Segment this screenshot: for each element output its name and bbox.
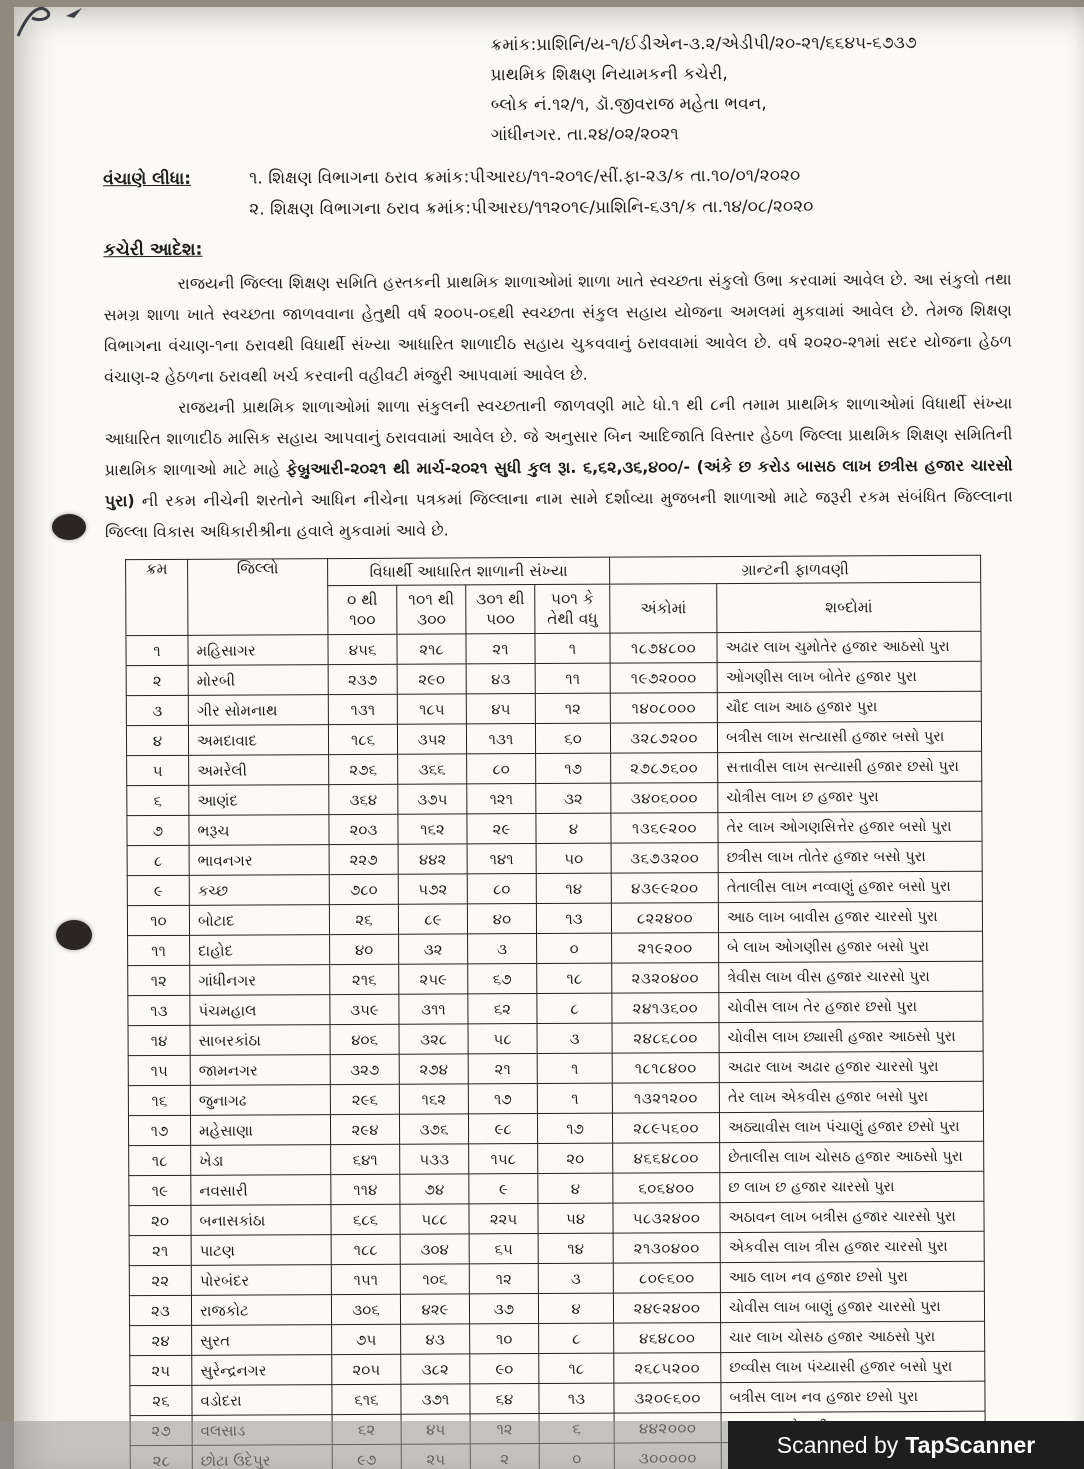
office-address: બ્લોક નં.૧૨/૧, ડૉ.જીવરાજ મહેતા ભવન,	[490, 93, 767, 116]
table-cell: ૮૦૯૬૦૦	[613, 1263, 720, 1294]
table-cell: ૫૮૩૨૪૦૦	[613, 1203, 720, 1234]
col-header-101-to-300: ૧૦૧ થી ૩૦૦	[397, 585, 466, 634]
references-list	[249, 161, 813, 226]
table-cell: બનાસકાંઠા	[191, 1205, 331, 1236]
table-cell: આઠ લાખ નવ હજાર છસો પુરા	[720, 1261, 984, 1292]
table-cell: ૩૬૬	[398, 754, 467, 784]
table-row	[126, 691, 981, 725]
table-cell: ૬૦૬૪૦૦	[613, 1173, 720, 1204]
table-cell: ૩૭	[469, 1294, 538, 1324]
office-name: પ્રાથમિક શિક્ષણ નિયામકની કચેરી,	[490, 64, 728, 86]
table-cell: ચોવીસ લાખ તેર હજાર છસો પુરા	[719, 991, 983, 1022]
table-cell: ૩	[538, 1263, 613, 1293]
table-cell: ૨	[126, 665, 188, 695]
table-cell: ૧૨	[128, 965, 190, 995]
table-cell: ૦	[537, 933, 612, 963]
table-cell: ૨૮૯૫૬૦૦	[613, 1113, 720, 1144]
table-cell: ૩૧૧	[399, 994, 468, 1024]
table-cell: બોટાદ	[189, 905, 329, 936]
table-row	[128, 1021, 983, 1055]
table-cell: પંચમહાલ	[190, 995, 330, 1026]
table-row	[128, 961, 983, 995]
table-cell: ૪	[536, 813, 611, 843]
col-header-in-figures: અંકોમાં	[610, 584, 717, 634]
table-cell: ૭૪	[400, 1174, 469, 1204]
references-section	[103, 160, 1011, 227]
table-cell: ૬	[127, 785, 189, 815]
table-cell: ૨૨૭	[329, 844, 398, 874]
table-cell: છેતાલીસ લાખ ચોસઠ હજાર આઠસો પુરા	[720, 1141, 984, 1172]
table-cell: ૬૧૬	[332, 1384, 401, 1414]
table-cell: સુરત	[192, 1325, 332, 1356]
col-header-in-words: શબ્દોમાં	[717, 582, 981, 632]
table-cell: ૫૦	[536, 843, 611, 873]
table-cell: ૨૪	[130, 1325, 192, 1355]
table-cell: ૫	[127, 755, 189, 785]
table-cell: ૨૪૯૨૪૦૦	[613, 1293, 720, 1324]
table-row	[126, 721, 981, 755]
table-cell: ૧૭	[537, 1113, 612, 1143]
table-cell: ૪૦૬	[330, 1024, 399, 1054]
table-cell: ૧૮૮	[331, 1234, 400, 1264]
grant-amount-figures: ફેબ્રુઆરી-૨૦૨૧ થી માર્ચ-૨૦૨૧ સુધી કુલ રૂા. ૬,૬૨,૩૬,૪૦૦/-	[286, 457, 690, 479]
table-cell: ૧૪૧	[467, 844, 536, 874]
table-row	[126, 631, 981, 665]
table-cell: ૬૫	[469, 1234, 538, 1264]
table-cell: ૭૮૦	[329, 874, 398, 904]
table-cell: ૩૨૮૭૨૦૦	[610, 723, 717, 754]
table-row	[127, 841, 982, 875]
table-cell: ૯૮	[468, 1114, 537, 1144]
table-cell: ૧૮૬	[328, 724, 397, 754]
table-cell: ૭	[127, 815, 189, 845]
table-cell: ૬૦	[535, 723, 610, 753]
table-cell: ૧૮૧૮૪૦૦	[612, 1053, 719, 1084]
table-cell: ૧૪	[538, 1233, 613, 1263]
table-cell: ૬૪	[470, 1384, 539, 1414]
table-cell: ૩૪૦૬૦૦૦	[611, 783, 718, 814]
paragraph-text: રાજયની પ્રાથમિક શાળાઓમાં શાળા સંકુલની સ્વચ્છતાની જાળવણી માટે ધો.૧ થી ૮ની તમામ પ્રાથમિક શાળાઓમાં વિધાર્થી સંખ્યા આધારિત શાળાદીઠ માસિક સહાય આપવાનું ઠરાવવામાં આવેલ છે. જે અનુસાર બિન આદિજાતિ વિસ્તાર હેઠળ જિલ્લા પ્રાથમિક શિક્ષણ સમિતિની પ્રાથમિક શાળાઓ માટે માહે	[104, 393, 1013, 480]
table-cell: ૪૨૯	[400, 1294, 469, 1324]
table-cell: ૧૮	[129, 1145, 191, 1175]
hole-punch-mark	[56, 920, 92, 950]
table-cell: ૨૭૮૭૬૦૦	[611, 753, 718, 784]
table-cell: જુનાગઢ	[190, 1085, 330, 1116]
table-cell: ૩	[468, 934, 537, 964]
table-cell: ૪૦	[330, 934, 399, 964]
table-row	[127, 811, 982, 845]
reference-number: ક્રમાંક:પ્રાશિનિ/ય-૧/ઈડીએન-૩.૨/એડીપી/૨૦-૨૧/૬૬૪૫-૬૭૩૭	[490, 33, 917, 56]
table-cell: અઢાર લાખ ચુમોતેર હજાર આઠસો પુરા	[717, 631, 981, 662]
table-cell: ૧૪૦૮૦૦૦	[610, 693, 717, 724]
table-cell: ૫૭૨	[398, 874, 467, 904]
table-cell: ૨૦	[538, 1143, 613, 1173]
table-cell: ૧૦	[127, 905, 189, 935]
table-cell: ૫૩૩	[400, 1144, 469, 1174]
table-cell: ૧૩	[536, 903, 611, 933]
table-cell: ચોવીસ લાખ બાણું હજાર ચારસો પુરા	[720, 1291, 984, 1322]
table-cell: ૨૦૩	[329, 814, 398, 844]
table-cell: ચોત્રીસ લાખ છ હજાર પુરા	[718, 781, 982, 812]
table-cell: આઠ લાખ બાવીસ હજાર ચારસો પુરા	[718, 901, 982, 932]
table-row	[130, 1321, 985, 1355]
table-cell: ૨૬	[329, 904, 398, 934]
table-cell: ૪	[538, 1293, 613, 1323]
table-cell: ૧	[126, 635, 188, 665]
table-cell: ૫૪	[538, 1203, 613, 1233]
table-row	[127, 901, 982, 935]
table-cell: ૧૮૫	[397, 694, 466, 724]
table-cell: ૫૮	[468, 1024, 537, 1054]
table-cell: ૨૩	[129, 1295, 191, 1325]
watermark-brand: TapScanner	[905, 1431, 1036, 1458]
table-cell: ૨૯	[467, 814, 536, 844]
table-row	[129, 1291, 984, 1325]
table-cell: ૬૨	[468, 994, 537, 1024]
table-cell: ૧૯૭૨૦૦૦	[610, 663, 717, 694]
table-cell: ૨૧૯૨૦૦	[612, 933, 719, 964]
table-cell: ૪૩	[466, 664, 535, 694]
table-row	[128, 931, 983, 965]
col-header-serial: ક્રમ	[126, 559, 188, 635]
table-row	[130, 1381, 985, 1415]
col-header-501-plus: ૫૦૧ કે તેથી વધુ	[535, 584, 610, 633]
table-cell: ૧૩	[539, 1383, 614, 1413]
table-cell: દાહોદ	[190, 935, 330, 966]
table-cell: ૯	[469, 1174, 538, 1204]
table-cell: ૨૭૬	[329, 754, 398, 784]
table-cell: નવસારી	[191, 1175, 331, 1206]
table-cell: મોરબી	[188, 665, 328, 696]
table-cell: જામનગર	[190, 1055, 330, 1086]
table-cell: ૧૦	[470, 1324, 539, 1354]
table-cell: ૩૫૨	[397, 724, 466, 754]
table-cell: ૨૯૦	[397, 664, 466, 694]
tapscanner-watermark	[728, 1421, 1084, 1469]
table-cell: ૨૩૨૦૪૦૦	[612, 963, 719, 994]
table-cell: ૨૯૬	[330, 1084, 399, 1114]
table-row	[129, 1171, 984, 1205]
table-cell: ૮૦	[467, 754, 536, 784]
table-row	[128, 991, 983, 1025]
table-cell: સત્તાવીસ લાખ સત્યાસી હજાર છસો પુરા	[718, 751, 982, 782]
table-cell: ૨૩૭	[328, 664, 397, 694]
table-row	[127, 781, 982, 815]
table-cell: પાટણ	[191, 1235, 331, 1266]
table-cell: ૨૧૮	[397, 634, 466, 664]
table-cell: ૧૩૧	[466, 724, 535, 754]
col-group-grant-allocation: ગ્રાન્ટની ફાળવણી	[610, 555, 981, 584]
table-cell: ૨૪૧૩૬૦૦	[612, 993, 719, 1024]
table-cell: ઓગણીસ લાખ બોતેર હજાર પુરા	[717, 661, 981, 692]
table-cell: ભાવનગર	[189, 845, 329, 876]
table-cell: ૧૧૪	[331, 1174, 400, 1204]
table-cell: ૩૫૯	[330, 994, 399, 1024]
table-cell: અઠ્યાવીસ લાખ પંચાણું હજાર છસો પુરા	[720, 1111, 984, 1142]
letter-header	[490, 28, 1011, 151]
table-cell: ૧૮	[539, 1353, 614, 1383]
table-row	[129, 1231, 984, 1265]
table-cell: ૩	[537, 1023, 612, 1053]
table-cell: ૨૬૮૫૨૦૦	[614, 1353, 721, 1384]
table-cell: ૨૧૬	[330, 964, 399, 994]
table-cell: ૪૩૯૯૨૦૦	[611, 873, 718, 904]
col-header-301-to-500: ૩૦૧ થી ૫૦૦	[466, 585, 535, 634]
table-cell: ચાર લાખ ચોસઠ હજાર આઠસો પુરા	[721, 1321, 985, 1352]
col-header-0-to-100: ૦ થી ૧૦૦	[328, 585, 397, 634]
table-cell: ૨૯૪	[330, 1114, 399, 1144]
table-cell: છત્રીસ લાખ તોતેર હજાર બસો પુરા	[718, 841, 982, 872]
table-row	[127, 871, 982, 905]
table-cell: ૩૨	[536, 783, 611, 813]
table-cell: ૧૬	[128, 1085, 190, 1115]
table-cell: અમદાવાદ	[188, 725, 328, 756]
table-row	[130, 1351, 985, 1385]
table-cell: ત્રેવીસ લાખ વીસ હજાર ચારસો પુરા	[719, 961, 983, 992]
table-header	[126, 555, 981, 635]
reference-item: ૧. શિક્ષણ વિભાગના ઠરાવ ક્રમાંક:પીઆરઇ/૧૧-૨૦૧૯/સીં.ફા-૨૩/ક તા.૧૦/૦૧/૨૦૨૦	[249, 165, 801, 189]
table-cell: ૧૨	[469, 1264, 538, 1294]
place-and-date: ગાંધીનગર. તા.૨૪/૦૨/૨૦૨૧	[490, 124, 679, 146]
table-cell: મહિસાગર	[188, 635, 328, 666]
table-cell: ૩૮૨	[401, 1354, 470, 1384]
table-cell: ૧	[535, 633, 610, 663]
table-cell: ૯૦	[470, 1354, 539, 1384]
table-cell: ૧૮૭૪૮૦૦	[610, 633, 717, 664]
table-cell: ૨૨	[129, 1265, 191, 1295]
table-cell: ૮૨૨૪૦૦	[611, 903, 718, 934]
table-cell: છવ્વીસ લાખ પંચ્યાસી હજાર બસો પુરા	[721, 1351, 985, 1382]
table-cell: ૧૨૧	[467, 784, 536, 814]
table-cell: ૧૩૧	[328, 694, 397, 724]
table-cell: ૪૫૬	[328, 634, 397, 664]
table-cell: બત્રીસ લાખ નવ હજાર છસો પુરા	[721, 1381, 985, 1412]
tapscanner-watermark-bar	[0, 1421, 1084, 1469]
table-body	[126, 631, 985, 1469]
table-cell: ૨૬	[130, 1385, 192, 1415]
table-cell: ૩૭૫	[398, 784, 467, 814]
table-cell: ૪૩	[401, 1324, 470, 1354]
hole-punch-mark	[52, 514, 86, 540]
table-cell: ૩૬૭૩૨૦૦	[611, 843, 718, 874]
table-cell: અઢાર લાખ અઢાર હજાર ચારસો પુરા	[719, 1051, 983, 1082]
table-cell: ૧૬૨	[398, 814, 467, 844]
table-cell: છ લાખ છ હજાર ચારસો પુરા	[720, 1171, 984, 1202]
table-cell: ૧૪	[536, 873, 611, 903]
table-cell: એકવીસ લાખ ત્રીસ હજાર ચારસો પુરા	[720, 1231, 984, 1262]
table-cell: વડોદરા	[192, 1385, 332, 1416]
order-paragraph-2	[104, 388, 1013, 548]
table-cell: ૩૭૬	[399, 1114, 468, 1144]
table-cell: ૨૧૩૦૪૦૦	[613, 1233, 720, 1264]
table-cell: ૨૪૮૬૮૦૦	[612, 1023, 719, 1054]
table-cell: ૩૨૮	[399, 1024, 468, 1054]
table-cell: ૮	[127, 845, 189, 875]
table-cell: ૮૦	[467, 874, 536, 904]
table-cell: પોરબંદર	[191, 1265, 331, 1296]
order-paragraph-1: રાજયની જિલ્લા શિક્ષણ સમિતિ હસ્તકની પ્રાથમિક શાળાઓમાં શાળા ખાતે સ્વચ્છતા સંકુલો ઉભા કરવામાં આવેલ છે. આ સંકુલો તથા સમગ્ર શાળા ખાતે સ્વચ્છતા જાળવવાના હેતુથી વર્ષ ૨૦૦૫-૦૬થી સ્વચ્છતા સંકુલ સહાય યોજના અમલમાં મુકવામાં આવેલ છે. તેમજ શિક્ષણ વિભાગના વંચાણ-૧ના ઠરાવથી વિધાર્થી સંખ્યા આધારિત શાળાદીઠ સહાય ચુકવવાનું ઠરાવવામાં આવેલ છે. વર્ષ ૨૦૨૦-૨૧માં સદર યોજના હેઠળ વંચાણ-૨ હેઠળના ઠરાવથી ખર્ચ કરવાની વહીવટી મંજુરી આપવામાં આવેલ છે.	[103, 269, 1012, 387]
table-cell: ૧	[537, 1053, 612, 1083]
table-cell: ૮૯	[398, 904, 467, 934]
table-cell: ૧૩	[128, 995, 190, 1025]
table-cell: ખેડા	[191, 1145, 331, 1176]
table-cell: ૧૧	[535, 663, 610, 693]
table-cell: ૧૭	[468, 1084, 537, 1114]
table-cell: ૨૧	[129, 1235, 191, 1265]
table-cell: ૪	[126, 725, 188, 755]
table-cell: તેર લાખ એકવીસ હજાર બસો પુરા	[719, 1081, 983, 1112]
table-cell: ૭૫	[332, 1324, 401, 1354]
table-cell: ૨૦૫	[332, 1354, 401, 1384]
table-row	[128, 1111, 983, 1145]
table-cell: ૩૭૧	[401, 1384, 470, 1414]
col-group-school-count: વિધાર્થી આધારિત શાળાની સંખ્યા	[328, 557, 610, 585]
grant-amount-words: (અંકે છ કરોડ બાસઠ લાખ છત્રીસ હજાર ચારસો પુરા)	[104, 455, 1013, 511]
table-cell: ૪૬૪૮૦૦	[614, 1323, 721, 1354]
table-cell: ભરૂચ	[189, 815, 329, 846]
table-cell: મહેસાણા	[190, 1115, 330, 1146]
table-cell: ૧૮	[537, 963, 612, 993]
table-cell: ૧૦૬	[400, 1264, 469, 1294]
references-label: વંચાણે લીધા:	[103, 168, 192, 190]
table-cell: બે લાખ ઓગણીસ હજાર બસો પુરા	[719, 931, 983, 962]
table-cell: ૨૧	[468, 1054, 537, 1084]
table-row	[129, 1201, 984, 1235]
table-cell: આણંદ	[189, 785, 329, 816]
table-cell: ગાંધીનગર	[190, 965, 330, 996]
table-cell: ૨૫	[130, 1355, 192, 1385]
table-cell: ૨૧	[466, 634, 535, 664]
table-cell: રાજકોટ	[191, 1295, 331, 1326]
table-cell: ૪૬૬૪૮૦૦	[613, 1143, 720, 1174]
table-cell: ૧૭	[128, 1115, 190, 1145]
table-cell: ૧૧	[128, 935, 190, 965]
table-cell: ૪૪૨	[398, 844, 467, 874]
table-cell: ૩૬૪	[329, 784, 398, 814]
col-header-district: જિલ્લો	[188, 559, 328, 636]
table-cell: ૬૪૧	[331, 1144, 400, 1174]
table-cell: ૨૫૯	[399, 964, 468, 994]
table-cell: તેતાલીસ લાખ નવ્વાણું હજાર બસો પુરા	[718, 871, 982, 902]
table-cell: ૬૭	[468, 964, 537, 994]
table-cell: ૩	[126, 695, 188, 725]
table-row	[128, 1051, 983, 1085]
table-cell: ૨૦	[129, 1205, 191, 1235]
table-row	[128, 1081, 983, 1115]
table-cell: અઠાવન લાખ બત્રીસ હજાર ચારસો પુરા	[720, 1201, 984, 1232]
watermark-prefix: Scanned by	[776, 1431, 899, 1458]
table-cell: બત્રીસ લાખ સત્યાસી હજાર બસો પુરા	[717, 721, 981, 752]
table-cell: અમરેલી	[189, 755, 329, 786]
table-cell: સુરેન્દ્રનગર	[192, 1355, 332, 1386]
table-cell: ૧૪	[128, 1025, 190, 1055]
paragraph-text: ની રકમ નીચેની શરતોને આધિન નીચેના પત્રકમાં જિલ્લાના નામ સામે દર્શાવ્યા મુજબની શાળાઓ માટે જરૂરી રકમ સંબંધિત જિલ્લાના જિલ્લા વિકાસ અધિકારીશ્રીના હવાલે મુકવામાં આવે છે.	[104, 486, 1013, 542]
table-cell: ૪૫	[466, 694, 535, 724]
table-cell: સાબરકાંઠા	[190, 1025, 330, 1056]
table-row	[129, 1141, 984, 1175]
table-cell: ૧૨	[535, 693, 610, 723]
table-cell: ચૌદ લાખ આઠ હજાર પુરા	[717, 691, 981, 722]
table-row	[127, 751, 982, 785]
table-cell: ૧૩૨૧૨૦૦	[612, 1083, 719, 1114]
table-cell: ૩૨૦૯૬૦૦	[614, 1383, 721, 1414]
table-cell: ૫૮૮	[400, 1204, 469, 1234]
table-cell: ૧૩૬૯૨૦૦	[611, 813, 718, 844]
table-cell: ચોવીસ લાખ છ્યાસી હજાર આઠસો પુરા	[719, 1021, 983, 1052]
table-cell: ૪	[538, 1173, 613, 1203]
grant-allocation-table	[125, 555, 986, 1469]
table-row	[126, 661, 981, 695]
table-cell: કચ્છ	[189, 875, 329, 906]
table-cell: ૨૭૪	[399, 1054, 468, 1084]
table-cell: ૩૦૪	[400, 1234, 469, 1264]
table-cell: ૧૭	[536, 753, 611, 783]
table-cell: ૨૨૫	[469, 1204, 538, 1234]
table-cell: ૮	[539, 1323, 614, 1353]
table-cell: ૮	[537, 993, 612, 1023]
table-cell: ૧	[537, 1083, 612, 1113]
table-cell: ૯	[127, 875, 189, 905]
table-cell: ૪૦	[467, 904, 536, 934]
table-row	[129, 1261, 984, 1295]
table-cell: ૧૫૮	[469, 1144, 538, 1174]
table-cell: ૩૨૭	[330, 1054, 399, 1084]
table-cell: ૧૯	[129, 1175, 191, 1205]
table-cell: ૧૫૧	[331, 1264, 400, 1294]
office-order-label: કચેરી આદેશ:	[103, 239, 203, 261]
table-cell: ૧૫	[128, 1055, 190, 1085]
table-cell: તેર લાખ ઓગણસિત્તેર હજાર બસો પુરા	[718, 811, 982, 842]
table-cell: ૬૮૬	[331, 1204, 400, 1234]
reference-item: ૨. શિક્ષણ વિભાગના ઠરાવ ક્રમાંક:પીઆરઇ/૧૧૨૦૧૯/પ્રાશિનિ-૬૩૧/ક તા.૧૪/૦૮/૨૦૨૦	[249, 196, 814, 220]
table-cell: ૩૨	[399, 934, 468, 964]
table-cell: ગીર સોમનાથ	[188, 695, 328, 726]
table-cell: ૧૬૨	[399, 1084, 468, 1114]
table-cell: ૩૦૬	[331, 1294, 400, 1324]
